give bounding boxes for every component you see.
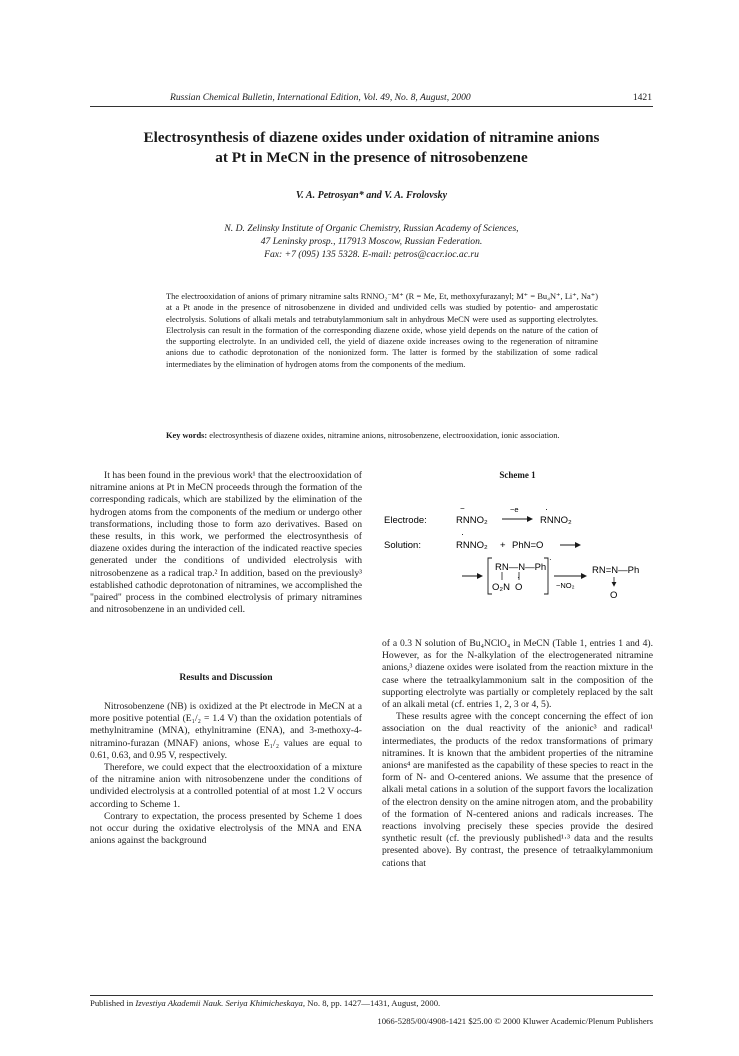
publication-prefix: Published in [90, 998, 134, 1008]
product-oxygen: O [610, 590, 618, 601]
adduct-o-dot: · [517, 573, 520, 582]
radical-dot-2: · [461, 529, 464, 539]
adduct-o2n: O₂N [492, 582, 510, 593]
footer-rule [90, 995, 653, 996]
keywords-text: electrosynthesis of diazene oxides, nitramine anions, nitrosobenzene, electrooxidation, ionic association. [209, 431, 560, 440]
scheme-1-diagram [382, 490, 653, 630]
adduct-top: RN—N—Ph [495, 562, 547, 573]
nitrosobenzene: PhN=O [512, 540, 544, 551]
keywords [166, 430, 598, 441]
paragraph-results-1: Nitrosobenzene (NB) is oxidized at the Pt electrode in MeCN at a more positive potential (E₁/₂ = 1.4 V) than the oxidation potentials of methylnitramine (MNA), ethylnitramine (ENA), and 3-methoxy-4-nitramino-furazan (MNAF) anions, whose E₁/₂ values are equal to 0.61, 0.63, and 0.95 V, respectively. [90, 701, 362, 761]
title-line-2: at Pt in MeCN in the presence of nitrosobenzene [215, 149, 528, 166]
publication-note [90, 998, 653, 1008]
article-title [90, 128, 653, 168]
authors: V. A. Petrosyan* and V. A. Frolovsky [295, 190, 448, 201]
adduct-o: O [515, 582, 523, 593]
electrode-label: Electrode: [384, 515, 427, 526]
copyright-line: 1066-5285/00/4908-1421 $25.00 © 2000 Kluwer Academic/Plenum Publishers [377, 1016, 653, 1026]
page-number: 1421 [632, 92, 652, 103]
scheme-title: Scheme 1 [499, 470, 536, 480]
left-column-results [90, 701, 362, 847]
scheme-radical-2: RNNO₂ [456, 540, 488, 551]
paragraph-results-2: Therefore, we could expect that the electrooxidation of a mixture of the nitramine anion with nitrosobenzene under the conditions of undivided electrolysis at a controlled potential of at most 1.2 V occurs according to Scheme 1. [90, 762, 362, 810]
abstract: The electrooxidation of anions of primary nitramine salts RNNO₂⁻M⁺ (R = Me, Et, methoxyfurazanyl; M⁺ = Bu₄N⁺, Li⁺, Na⁺) at a Pt anode in the presence of nitrosobenzene in divided and undivided cells was studied by potentio- and amperostatic electrolysis. Solutions of alkali metals and tetrabutylammonium salt in anhydrous MeCN were used as supporting electrolytes. Electrolysis can result in the formation of the corresponding diazene oxide, whose yield depends on the nature of the cation of the supporting electrolyte. In an undivided cell, the yield of diazene oxide increases owing to the regeneration of nitramine anions due to cathodic deprotonation of the nonionized form. The latter is formed by the stabilization of some radical intermediates by the elimination of hydrogen atoms from the components of the medium. [166, 292, 598, 369]
loss-no2: −NO₂ [556, 581, 575, 590]
title-line-1: Electrosynthesis of diazene oxides under oxidation of nitramine anions [143, 129, 600, 146]
anion-charge: − [460, 504, 465, 513]
keywords-label: Key words: [166, 431, 208, 440]
header-rule [90, 106, 653, 107]
publication-source: Izvestiya Akademii Nauk. Seriya Khimicheskaya, [135, 998, 306, 1008]
solution-label: Solution: [384, 540, 421, 551]
left-column-intro [90, 470, 362, 616]
adduct-dot: · [549, 555, 552, 564]
affiliation-line-1: N. D. Zelinsky Institute of Organic Chemistry, Russian Academy of Sciences, [224, 223, 519, 234]
scheme-radical: RNNO₂ [540, 515, 572, 526]
plus-sign: + [500, 540, 506, 551]
minus-e-label: −e [510, 505, 519, 514]
paragraph-right-2: These results agree with the concept concerning the effect of ion association on the dual reactivity of the anionic³ and radical¹ intermediates, the products of the redox transformations of primary nitramines. It is known that the ambident properties of the nitramine anions⁴ are manifested as the capability of these species to react in the form of N- and O-centered anions. We assume that the presence of alkali metal cations in a solution of the support favors the localization of the electron density on the amine nitrogen atom, and the probability of the formation of N-centered anions and radicals increases. The reactions involving precisely these species provide the desired synthetic result (cf. the previously published¹·³ data and the results presented above). By contrast, the presence of tetraalkylammonium cations that [382, 711, 653, 869]
scheme-svg [382, 490, 653, 630]
diazene-oxide-product: RN=N—Ph [592, 565, 640, 576]
publication-details: No. 8, pp. 1427—1431, August, 2000. [307, 998, 441, 1008]
scheme-anion: RNNO₂ [456, 515, 488, 526]
right-column [382, 638, 653, 870]
paragraph-right-1: of a 0.3 N solution of Bu₄NClO₄ in MeCN (Table 1, entries 1 and 4). However, as for the N-alkylation of the electrogenerated nitramine anions,³ diazene oxides were isolated from the reaction mixture in the case where the tetraalkylammonium salt in the composition of the supporting electrolyte was partially or completely replaced by the salt of an alkali metal (cf. entries 1, 2, 3 or 4, 5). [382, 638, 653, 711]
affiliation-line-2: 47 Leninsky prosp., 117913 Moscow, Russian Federation. [260, 236, 483, 247]
radical-dot: · [545, 504, 548, 514]
affiliation-line-3: Fax: +7 (095) 135 5328. E-mail: petros@cacr.ioc.ac.ru [264, 249, 479, 260]
affiliation [90, 222, 653, 261]
paragraph-intro: It has been found in the previous work¹ that the electrooxidation of nitramine anions at Pt in MeCN proceeds through the formation of the corresponding radicals, which are stabilized by the elimination of the hydrogen atoms from the components of the medium or undergo other transformations, including those to form azo derivatives. Based on these results, in this work, we performed the electrosynthesis of diazene oxides during the interaction of the indicated reactive species generated under the conditions of undivided electrolysis with nitrosobenzene as a radical trap.² In addition, based on the previously³ established cathodic deprotonation of nitramines, we accomplished the "paired" process in the combined electrolysis of primary nitramines and nitrosobenzene in an undivided cell. [90, 470, 362, 616]
section-heading: Results and Discussion [179, 672, 273, 683]
paragraph-results-3: Contrary to expectation, the process presented by Scheme 1 does not occur during the oxidative electrolysis of the MNA and ENA anions against the background [90, 810, 362, 847]
journal-citation: Russian Chemical Bulletin, International Edition, Vol. 49, No. 8, August, 2000 [170, 92, 471, 103]
